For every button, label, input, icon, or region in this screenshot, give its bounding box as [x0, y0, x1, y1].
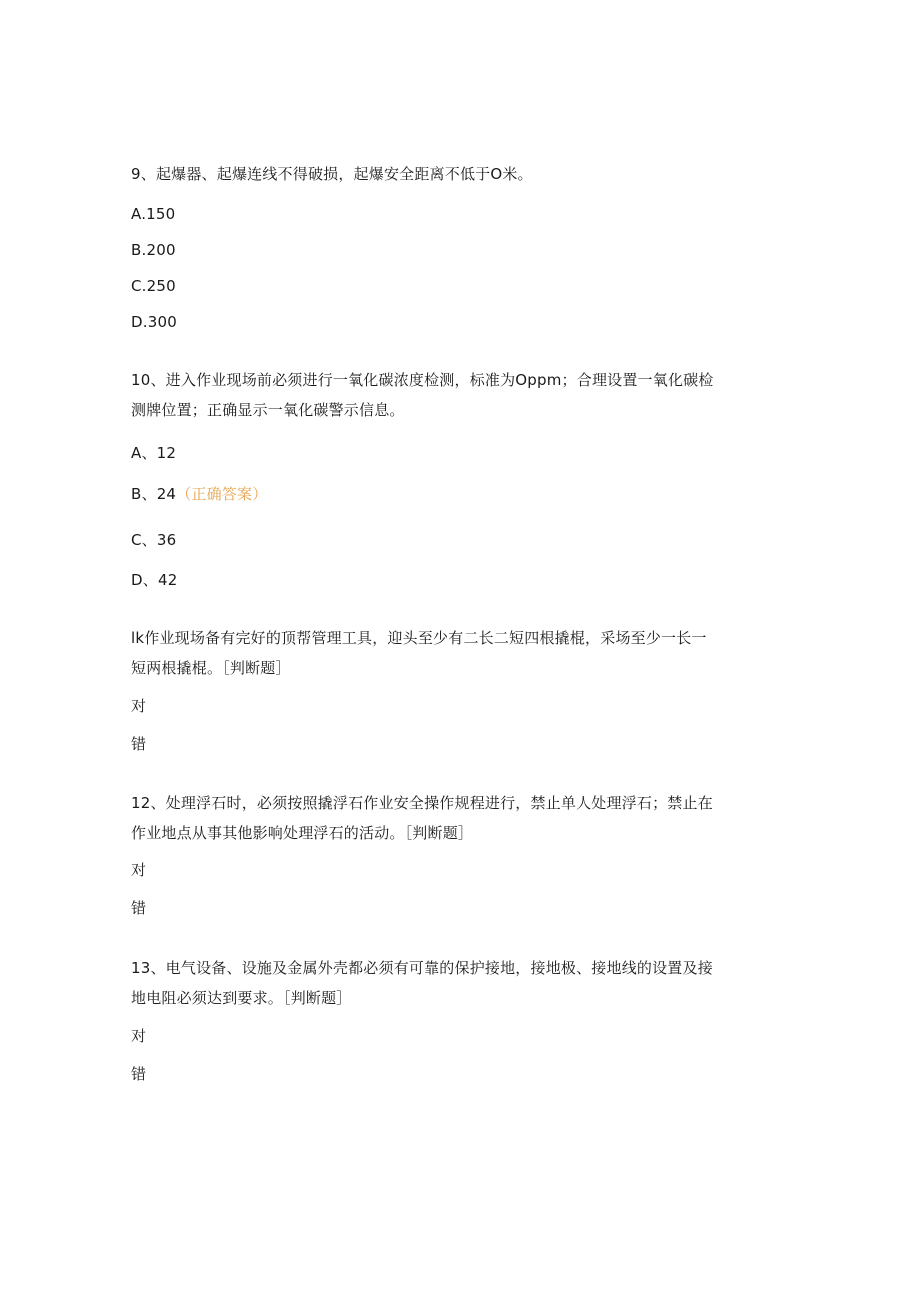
- question-9-option-d: D.300: [131, 313, 177, 331]
- question-12-option-false: 错: [131, 899, 147, 917]
- correct-answer-mark: （正确答案）: [176, 485, 268, 503]
- question-11-option-false: 错: [131, 735, 147, 753]
- question-10-option-c: C、36: [131, 531, 177, 549]
- question-13-stem-line-1: 13、电气设备、设施及金属外壳都必须有可靠的保护接地，接地极、接地线的设置及接: [131, 959, 713, 977]
- question-11-stem-line-2: 短两根撬棍。［判断题］: [131, 659, 291, 677]
- question-10-stem-line-1: 10、进入作业现场前必须进行一氧化碳浓度检测，标准为Oppm；合理设置一氧化碳检: [131, 371, 714, 389]
- question-11-stem-line-1: lk作业现场备有完好的顶帮管理工具，迎头至少有二长二短四根撬棍，采场至少一长一: [131, 629, 707, 647]
- question-13-option-true: 对: [131, 1027, 147, 1045]
- question-9-stem: 9、起爆器、起爆连线不得破损，起爆安全距离不低于O米。: [131, 165, 533, 183]
- question-9-option-a: A.150: [131, 205, 176, 223]
- question-13-stem-line-2: 地电阻必须达到要求。［判断题］: [131, 989, 352, 1007]
- question-10-option-a: A、12: [131, 444, 177, 462]
- question-13-option-false: 错: [131, 1065, 147, 1083]
- question-9-option-b: B.200: [131, 241, 176, 259]
- question-12-option-true: 对: [131, 861, 147, 879]
- question-10-option-b-row: [131, 484, 267, 504]
- question-10-option-d: D、42: [131, 571, 178, 589]
- question-12-stem-line-2: 作业地点从事其他影响处理浮石的活动。［判断题］: [131, 824, 474, 842]
- question-10-stem-line-2: 测牌位置；正确显示一氧化碳警示信息。: [131, 401, 405, 419]
- question-9-option-c: C.250: [131, 277, 176, 295]
- question-11-option-true: 对: [131, 697, 147, 715]
- question-12-stem-line-1: 12、处理浮石时，必须按照撬浮石作业安全操作规程进行，禁止单人处理浮石；禁止在: [131, 794, 713, 812]
- question-10-option-b: B、24: [131, 485, 177, 503]
